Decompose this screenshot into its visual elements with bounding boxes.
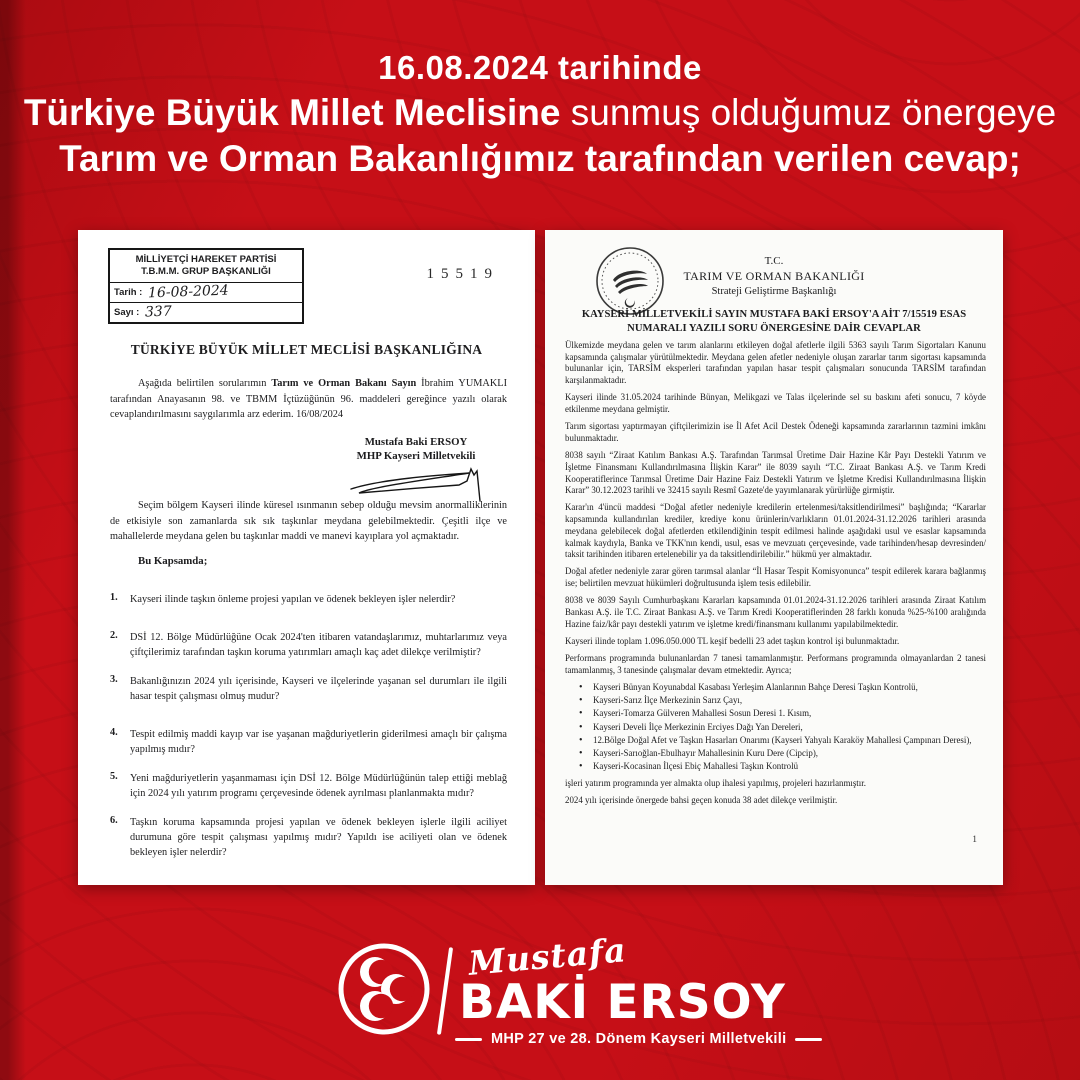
question-text: Tespit edilmiş maddi kayıp var ise yaşanan mağduriyetlerin giderilmesi amaçlı bir çalışma yapılmış mıdır? xyxy=(130,729,507,755)
flood-work-item: • Kayseri-Sarız İlçe Merkezinin Sarız Çayı, xyxy=(579,695,986,707)
answer-paragraph: Karar'ın 4'üncü maddesi “Doğal afetler nedeniyle kredilerin ertelenmesi/taksitlendirilmesi” başlığında; “Kararlar kapsamında kullandırılan krediler, krediye konu ürünlerin/varlıkların 01.01.2024-31.12.2026 tarihleri arasında meydana gelebilecek doğal afetlerden etkilendiğinin tespit edilmesi halinde aşağıdaki usul ve esaslar kapsamında kalmak kaydıyla, Banka ve TKK'nın kendi, usul, esas ve mevzuatı çerçevesinde, vade tarihinden/hesap devresinden/ taksit tarihinden itibaren ertelenebilir ya da taksitlendirilebilir.” hükmü yer almaktadır. xyxy=(565,502,986,560)
question-number: 4. xyxy=(110,727,118,738)
question-text: Kayseri ilinde taşkın önleme projesi yapılan ve ödenek bekleyen işler nelerdir? xyxy=(130,594,456,605)
signature-title: MHP Kayseri Milletvekili xyxy=(356,450,476,462)
stamp-party-line2: T.B.M.M. GRUP BAŞKANLIĞI xyxy=(141,266,271,277)
footer-tagline xyxy=(455,1031,822,1047)
question-text: DSİ 12. Bölge Müdürlüğüne Ocak 2024'ten itibaren vatandaşlarımız, muhtarlarımız veya çiftçilerimiz tarafından taşkın koruma yatırımları amaçlı kaç adet dilekçe verilmiştir? xyxy=(130,632,507,658)
registry-number: 15519 xyxy=(426,266,499,282)
stamp-header xyxy=(110,250,302,283)
question-doc-body xyxy=(110,498,507,545)
question-item xyxy=(110,674,507,704)
headline-date-line: 16.08.2024 tarihinde xyxy=(378,49,702,86)
stamp-date-value: 16-08-2024 xyxy=(148,282,230,302)
flood-work-item: • Kayseri-Kocasinan İlçesi Ebiç Mahallesi Taşkın Kontrolü xyxy=(579,761,986,773)
answer-paragraph: Performans programında bulunanlardan 7 tanesi tamamlanmıştır. Performans programında olmayanlardan 2 tanesi tamamlanmış, 3 tanesinde çalışmalar devam etmektedir. Ayrıca; xyxy=(565,653,986,675)
intro-pre: Aşağıda belirtilen sorularımın xyxy=(138,378,272,389)
headline xyxy=(0,46,1080,182)
department-name: Strateji Geliştirme Başkanlığı xyxy=(711,286,837,297)
surname-wordmark: BAKİ ERSOY xyxy=(459,975,786,1030)
question-doc-title: TÜRKİYE BÜYÜK MİLLET MECLİSİ BAŞKANLIĞINA xyxy=(130,342,483,357)
footer-branding xyxy=(0,930,1080,1080)
question-number: 2. xyxy=(110,630,118,641)
tagline-text: MHP 27 ve 28. Dönem Kayseri Milletvekili xyxy=(491,1031,787,1047)
answer-paragraph: 8038 sayılı “Ziraat Katılım Bankası A.Ş. Tarafından Tarımsal Üretime Dair Hazine Kâr Payı Destekli Yatırım ve İşletme Finansmanı Kullandırılmasına İlişkin Karar” ile 8039 sayılı “T.C. Ziraat Bankası A.Ş. ve Tarım Kredi Kooperatiflerince Tarımsal Üretime Dair Hazine Faiz Destekli Yatırım ve İşletme Kredisi Kullandırılmasına İlişkin Karar” 30.12.2023 tarihli ve 32415 sayılı Resmî Gazete'de yayımlanarak yürürlüğe girmiştir. xyxy=(565,450,986,496)
answer-paragraph: Kayseri ilinde 31.05.2024 tarihinde Bünyan, Melikgazi ve Talas ilçelerinde sel su baskını afeti sonucu, 7 köyde etkilenme meydana gelmiştir. xyxy=(565,392,986,415)
intro-bold: Tarım ve Orman Bakanı Sayın xyxy=(271,378,417,389)
flood-work-item: • Kayseri-Sarıoğlan-Ebulhayır Mahallesinin Kuru Dere (Cipcip), xyxy=(579,748,986,760)
question-number: 6. xyxy=(110,815,118,826)
tc-line: T.C. xyxy=(764,255,784,267)
question-text: Yeni mağduriyetlerin yaşanmaması için DSİ 12. Bölge Müdürlüğünün talep ettiği meblağ için 2024 yılı yatırım programı çerçevesinde ödenek ayrılması planlanmakta mıdır? xyxy=(130,773,507,799)
question-number: 1. xyxy=(110,592,118,603)
question-number: 5. xyxy=(110,771,118,782)
flood-work-item: • Kayseri-Tomarza Gülveren Mahallesi Sosun Deresi 1. Kısım, xyxy=(579,708,986,720)
question-item xyxy=(110,727,507,757)
answer-doc-title: KAYSERİ MİLLETVEKİLİ SAYIN MUSTAFA BAKİ ERSOY'A AİT 7/15519 ESAS NUMARALI YAZILI SORU ÖNERGESİNE DAİR CEVAPLAR xyxy=(581,309,967,334)
signature-name: Mustafa Baki ERSOY xyxy=(364,436,468,448)
headline-line2 xyxy=(0,90,1080,136)
divider-slash xyxy=(437,947,453,1035)
tagline-right-dash xyxy=(795,1038,822,1041)
question-item xyxy=(110,630,507,660)
answer-paragraph: Doğal afetler nedeniyle zarar gören tarımsal alanlar “İl Hasar Tespit Komisyonunca” tespit edilerek karara bağlanmış ise; belirtilen mevzuat hükümleri doğrultusunda işlem tesis edilebilir. xyxy=(565,566,986,589)
answer-paragraph: Tarım sigortası yaptırmayan çiftçilerimizin ise İl Afet Acil Destek Ödeneği kapsamında zararlarının tazmini imkânı bulunmaktadır. xyxy=(565,421,986,443)
first-name-script: Mustafa xyxy=(466,930,629,983)
headline-line3: Tarım ve Orman Bakanlığımız tarafından verilen cevap; xyxy=(59,138,1021,179)
answer-paragraph: Ülkemizde meydana gelen ve tarım alanlarını etkileyen doğal afetlerle ilgili 5363 sayılı Tarım Sigortaları Kanunu kapsamında çalışmalar yürütülmektedir. Meydana gelen afetler nedeniyle oluşan zararlar tarım sigortası kapsamında bulunanlar için, TARSİM eksperleri tarafından yapılan hasar tespit çalışmaları sonucunda TARSİM tarafından karşılanmaktadır. xyxy=(565,340,986,386)
question-text: Bakanlığınızın 2024 yılı içerisinde, Kayseri ve ilçelerinde yaşanan sel durumları ile ilgili hasar tespit çalışması olmuş mudur? xyxy=(130,676,507,702)
question-text: Taşkın koruma kapsamında projesi yapılan ve ödenek bekleyen işlerle ilgili aciliyet durumuna göre tespit çalışması yapılmış mıdır? Yapıldı ise aciliyeti olan ve ödenek bekleyen işler nelerdir? xyxy=(130,817,507,858)
tagline-left-dash xyxy=(455,1038,482,1041)
ministry-name: TARIM VE ORMAN BAKANLIĞI xyxy=(683,269,865,283)
flood-work-item: • Kayseri Bünyan Koyunabdal Kasabası Yerleşim Alanlarının Bahçe Deresi Taşkın Kontrolü, xyxy=(579,682,986,694)
question-list xyxy=(110,592,507,874)
stamp-date-row xyxy=(110,283,302,302)
question-item xyxy=(110,771,507,801)
headline-line2-bold: Türkiye Büyük Millet Meclisine xyxy=(23,92,561,133)
intro-post: İbrahim YUMAKLI tarafından Anayasanın 98. ve TBMM İçtüzüğünün 96. maddeleri gereğince yazılı olarak cevaplandırılmasını saygılarımla arz ederim. 16/08/2024 xyxy=(110,378,508,420)
flood-works-list xyxy=(579,682,986,773)
answer-paragraph: Kayseri ilinde toplam 1.096.050.000 TL keşif bedelli 23 adet taşkın kontrol işi bulunmaktadır. xyxy=(565,635,900,646)
headline-line2-rest: sunmuş olduğumuz önergeye xyxy=(560,92,1057,133)
answer-paragraph: 8038 ve 8039 Sayılı Cumhurbaşkanı Kararları kapsamında 01.01.2024-31.12.2026 tarihleri arasında Ziraat Katılım Bankası A.Ş. ile T.C. Ziraat Bankası A.Ş. ve Tarım Kredi Kooperatiflerinden 28 farklı konuda %25-%100 aralığında Hazine faiz/kâr payı destekli yatırım ve işletme kredi/finansmanı kullanımı yapılabilmektedir. xyxy=(565,595,986,629)
scope-heading: Bu Kapsamda; xyxy=(138,555,208,567)
stamp-party-line1: MİLLİYETÇİ HAREKET PARTİSİ xyxy=(135,254,277,265)
signature-block xyxy=(331,435,501,507)
body-paragraph: Seçim bölgem Kayseri ilinde küresel ısınmanın sebep olduğu mevsim anormalliklerinin de etkisiyle son zamanlarda sık sık taşkınlar meydana gelebilmektedir. Çeşitli ilçe ve mahallelerde meydana gelen bu taşkınlar maddi ve manevi kayıplara yol açmaktadır. xyxy=(110,500,507,542)
ministry-header xyxy=(545,254,1003,299)
stamp-number-label: Sayı : xyxy=(114,306,140,318)
question-number: 3. xyxy=(110,674,118,685)
mhp-three-crescents-icon xyxy=(336,941,432,1037)
question-item xyxy=(110,592,507,607)
stamp-number-value: 337 xyxy=(145,303,173,321)
question-item xyxy=(110,815,507,860)
stamp-number-row xyxy=(110,302,302,322)
closing-paragraph-2: 2024 yılı içerisinde önergede bahsi geçen konuda 38 adet dilekçe verilmiştir. xyxy=(565,795,838,806)
page-number: 1 xyxy=(972,835,977,845)
mhp-group-stamp xyxy=(108,248,304,324)
question-document xyxy=(78,230,535,885)
answer-paragraphs xyxy=(565,340,986,677)
question-doc-intro xyxy=(110,376,507,423)
stamp-date-label: Tarih : xyxy=(114,286,143,298)
flood-work-item: • 12.Bölge Doğal Afet ve Taşkın Hasarları Onarımı (Kayseri Yahyalı Karaköy Mahallesi Çampınarı Deresi), xyxy=(579,735,986,747)
answer-doc-body xyxy=(565,340,986,812)
closing-paragraph-1: işleri yatırım programında yer almakta olup ihalesi yapılmış, projeleri hazırlanmıştır. xyxy=(565,778,866,788)
flood-work-item: • Kayseri Develi İlçe Merkezinin Erciyes Dağı Yan Dereleri, xyxy=(579,722,986,734)
answer-document xyxy=(545,230,1003,885)
